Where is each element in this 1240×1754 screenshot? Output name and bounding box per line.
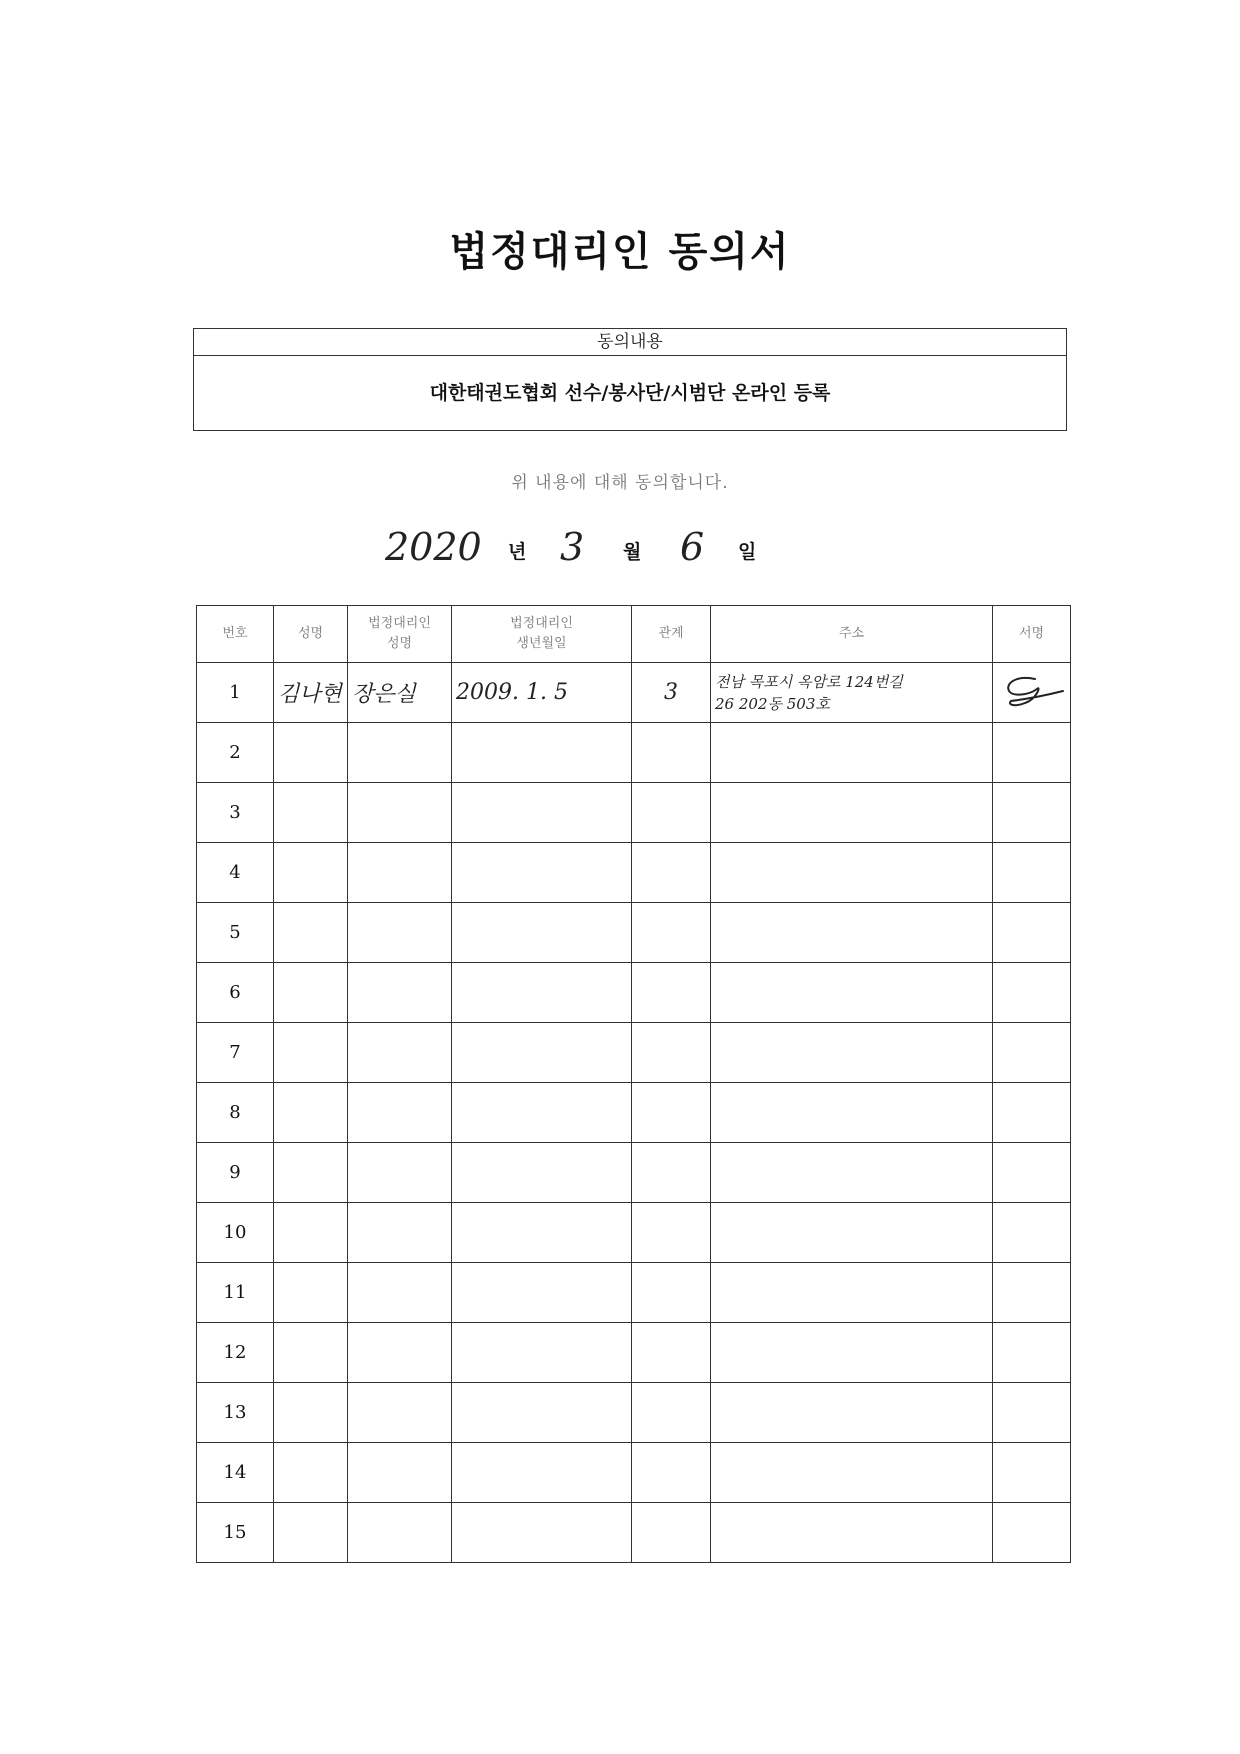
header-relation: 관계 bbox=[632, 606, 711, 663]
row-guardian-birth-cell bbox=[452, 1023, 632, 1083]
row-signature-cell bbox=[993, 1143, 1071, 1203]
date-year-unit: 년 bbox=[508, 541, 527, 563]
row-number: 3 bbox=[197, 783, 274, 843]
table-row bbox=[197, 723, 1071, 783]
row-signature-cell bbox=[993, 1383, 1071, 1443]
row-address-cell bbox=[711, 723, 993, 783]
row-guardian-birth-cell bbox=[452, 1503, 632, 1563]
row-relation-handwritten: 3 bbox=[632, 663, 711, 723]
row-number: 4 bbox=[197, 843, 274, 903]
row-relation-cell bbox=[632, 1383, 711, 1443]
row-name-cell bbox=[274, 1503, 348, 1563]
row-guardian-birth-cell bbox=[452, 1383, 632, 1443]
row-name-cell bbox=[274, 963, 348, 1023]
header-number: 번호 bbox=[197, 606, 274, 663]
table-row bbox=[197, 1083, 1071, 1143]
table-header-row bbox=[197, 606, 1071, 663]
row-guardian-birth-cell bbox=[452, 1143, 632, 1203]
row-signature-cell bbox=[993, 963, 1071, 1023]
row-name-handwritten: 김나현 bbox=[274, 663, 348, 723]
row-relation-cell bbox=[632, 1203, 711, 1263]
table-row bbox=[197, 1203, 1071, 1263]
table-row bbox=[197, 783, 1071, 843]
row-number: 5 bbox=[197, 903, 274, 963]
row-guardian-birth-cell bbox=[452, 1323, 632, 1383]
row-guardian-name-cell bbox=[348, 843, 452, 903]
row-guardian-name-handwritten: 장은실 bbox=[348, 663, 452, 723]
row-address-cell bbox=[711, 1083, 993, 1143]
table-row bbox=[197, 843, 1071, 903]
header-address: 주소 bbox=[711, 606, 993, 663]
handwritten-signature-icon bbox=[997, 673, 1067, 713]
row-address-cell bbox=[711, 1503, 993, 1563]
table-row bbox=[197, 1143, 1071, 1203]
row-name-cell bbox=[274, 1083, 348, 1143]
row-name-cell bbox=[274, 723, 348, 783]
row-guardian-name-cell bbox=[348, 1083, 452, 1143]
row-signature-cell bbox=[993, 1023, 1071, 1083]
date-month-handwritten: 3 bbox=[560, 525, 585, 569]
agree-statement: 위 내용에 대해 동의합니다. bbox=[511, 473, 729, 493]
table-row bbox=[197, 1263, 1071, 1323]
row-number: 13 bbox=[197, 1383, 274, 1443]
table-row bbox=[197, 903, 1071, 963]
row-guardian-birth-handwritten: 2009. 1. 5 bbox=[452, 663, 632, 723]
row-guardian-name-cell bbox=[348, 903, 452, 963]
row-guardian-birth-cell bbox=[452, 843, 632, 903]
header-guardian-birth-line2: 생년월일 bbox=[516, 636, 567, 651]
row-address-line1: 전남 목포시 옥암로 124번길 bbox=[715, 672, 903, 691]
guardian-roster-table bbox=[196, 605, 1071, 1563]
row-guardian-birth-cell bbox=[452, 903, 632, 963]
row-signature-cell bbox=[993, 723, 1071, 783]
row-address-handwritten bbox=[711, 663, 993, 723]
row-number: 9 bbox=[197, 1143, 274, 1203]
row-guardian-name-cell bbox=[348, 1203, 452, 1263]
row-signature-cell bbox=[993, 1503, 1071, 1563]
row-number: 8 bbox=[197, 1083, 274, 1143]
row-address-cell bbox=[711, 1383, 993, 1443]
row-relation-cell bbox=[632, 1083, 711, 1143]
row-guardian-birth-cell bbox=[452, 723, 632, 783]
row-address-cell bbox=[711, 1023, 993, 1083]
consent-content-text: 대한태권도협회 선수/봉사단/시범단 온라인 등록 bbox=[429, 382, 831, 404]
date-line bbox=[0, 525, 1240, 575]
table-row bbox=[197, 1443, 1071, 1503]
date-day-handwritten: 6 bbox=[680, 525, 705, 569]
consent-content-box bbox=[193, 328, 1067, 431]
row-address-cell bbox=[711, 903, 993, 963]
row-guardian-birth-cell bbox=[452, 1083, 632, 1143]
row-name-cell bbox=[274, 1383, 348, 1443]
consent-content-header: 동의내용 bbox=[194, 329, 1066, 356]
row-guardian-name-cell bbox=[348, 1143, 452, 1203]
row-guardian-name-cell bbox=[348, 783, 452, 843]
row-name-cell bbox=[274, 1023, 348, 1083]
header-guardian-name-line1: 법정대리인 bbox=[368, 616, 431, 631]
row-relation-cell bbox=[632, 1143, 711, 1203]
header-guardian-birth bbox=[452, 606, 632, 663]
row-relation-cell bbox=[632, 783, 711, 843]
row-name-cell bbox=[274, 783, 348, 843]
table-row bbox=[197, 663, 1071, 723]
header-guardian-birth-line1: 법정대리인 bbox=[510, 616, 573, 631]
row-relation-cell bbox=[632, 1443, 711, 1503]
row-guardian-birth-cell bbox=[452, 1443, 632, 1503]
header-name: 성명 bbox=[274, 606, 348, 663]
row-guardian-name-cell bbox=[348, 1443, 452, 1503]
row-number: 12 bbox=[197, 1323, 274, 1383]
row-name-cell bbox=[274, 1263, 348, 1323]
row-number: 11 bbox=[197, 1263, 274, 1323]
row-number: 10 bbox=[197, 1203, 274, 1263]
row-relation-cell bbox=[632, 1263, 711, 1323]
row-relation-cell bbox=[632, 1023, 711, 1083]
row-guardian-name-cell bbox=[348, 1383, 452, 1443]
row-relation-cell bbox=[632, 963, 711, 1023]
row-number: 7 bbox=[197, 1023, 274, 1083]
row-address-cell bbox=[711, 843, 993, 903]
row-number: 15 bbox=[197, 1503, 274, 1563]
row-signature-cell bbox=[993, 783, 1071, 843]
row-guardian-birth-cell bbox=[452, 1203, 632, 1263]
row-relation-cell bbox=[632, 1503, 711, 1563]
row-relation-cell bbox=[632, 723, 711, 783]
row-address-line2: 26 202동 503호 bbox=[715, 694, 830, 713]
row-number: 1 bbox=[197, 663, 274, 723]
row-signature bbox=[993, 663, 1071, 723]
table-row bbox=[197, 1023, 1071, 1083]
date-day-unit: 일 bbox=[738, 541, 757, 563]
row-address-cell bbox=[711, 1203, 993, 1263]
row-guardian-name-cell bbox=[348, 1503, 452, 1563]
row-address-cell bbox=[711, 963, 993, 1023]
row-signature-cell bbox=[993, 1323, 1071, 1383]
date-year-handwritten: 2020 bbox=[385, 525, 482, 569]
row-signature-cell bbox=[993, 843, 1071, 903]
row-signature-cell bbox=[993, 1203, 1071, 1263]
row-guardian-birth-cell bbox=[452, 783, 632, 843]
row-signature-cell bbox=[993, 1443, 1071, 1503]
row-signature-cell bbox=[993, 1083, 1071, 1143]
row-relation-cell bbox=[632, 903, 711, 963]
header-signature: 서명 bbox=[993, 606, 1071, 663]
table-row bbox=[197, 1503, 1071, 1563]
table-row bbox=[197, 963, 1071, 1023]
row-number: 2 bbox=[197, 723, 274, 783]
table-row bbox=[197, 1383, 1071, 1443]
row-signature-cell bbox=[993, 1263, 1071, 1323]
row-number: 6 bbox=[197, 963, 274, 1023]
row-address-cell bbox=[711, 1263, 993, 1323]
row-relation-cell bbox=[632, 843, 711, 903]
row-name-cell bbox=[274, 1443, 348, 1503]
row-name-cell bbox=[274, 1143, 348, 1203]
row-address-cell bbox=[711, 1443, 993, 1503]
row-guardian-name-cell bbox=[348, 1023, 452, 1083]
document-title: 법정대리인 동의서 bbox=[449, 229, 791, 275]
date-month-unit: 월 bbox=[623, 541, 642, 563]
row-name-cell bbox=[274, 843, 348, 903]
row-guardian-name-cell bbox=[348, 963, 452, 1023]
row-relation-cell bbox=[632, 1323, 711, 1383]
row-guardian-name-cell bbox=[348, 723, 452, 783]
header-guardian-name bbox=[348, 606, 452, 663]
row-address-cell bbox=[711, 783, 993, 843]
row-name-cell bbox=[274, 1203, 348, 1263]
row-number: 14 bbox=[197, 1443, 274, 1503]
row-address-cell bbox=[711, 1323, 993, 1383]
row-address-cell bbox=[711, 1143, 993, 1203]
row-guardian-birth-cell bbox=[452, 963, 632, 1023]
table-row bbox=[197, 1323, 1071, 1383]
row-guardian-birth-cell bbox=[452, 1263, 632, 1323]
row-guardian-name-cell bbox=[348, 1323, 452, 1383]
row-name-cell bbox=[274, 903, 348, 963]
header-guardian-name-line2: 성명 bbox=[386, 636, 413, 651]
row-signature-cell bbox=[993, 903, 1071, 963]
row-guardian-name-cell bbox=[348, 1263, 452, 1323]
row-name-cell bbox=[274, 1323, 348, 1383]
